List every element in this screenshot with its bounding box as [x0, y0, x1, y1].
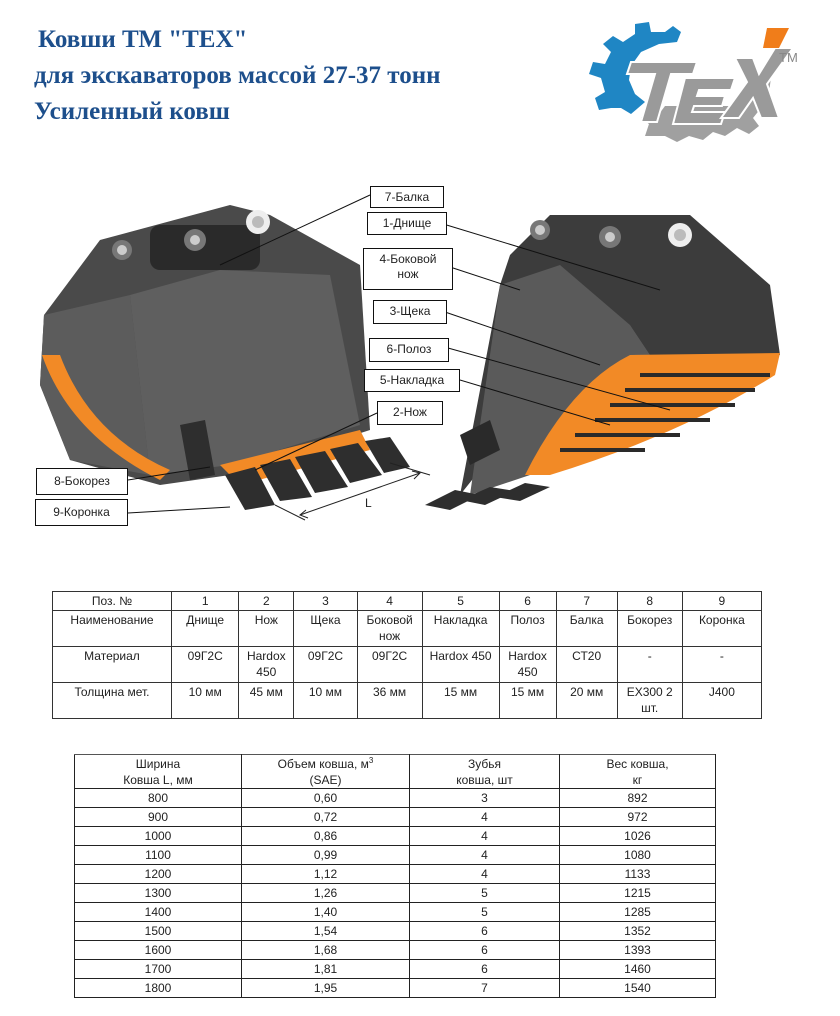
table-row [75, 827, 716, 846]
table-cell: 1100 [75, 846, 242, 865]
table-cell: J400 [682, 683, 761, 719]
gear-logo-icon [585, 18, 800, 143]
callout-label: 4-Боковой [379, 252, 437, 266]
header-text: (SAE) [309, 773, 342, 787]
table-cell: 1285 [560, 903, 716, 922]
table-row-thickness [53, 683, 762, 719]
table-cell: 4 [410, 808, 560, 827]
table-cell: Hardox 450 [499, 647, 556, 683]
header-text: Ширина [135, 757, 181, 771]
table-cell: 972 [560, 808, 716, 827]
row-header: Наименование [53, 611, 172, 647]
superscript: 3 [368, 756, 374, 765]
callout-label: нож [397, 267, 419, 281]
table-row [75, 960, 716, 979]
title-variant: Усиленный ковш [34, 98, 230, 125]
table-cell: 900 [75, 808, 242, 827]
table-cell: 892 [560, 789, 716, 808]
table-row [75, 884, 716, 903]
table-cell: 1 [172, 592, 239, 611]
callout-label: 1-Днище [382, 216, 432, 230]
table-cell: 15 мм [499, 683, 556, 719]
table-cell: 1300 [75, 884, 242, 903]
table-cell: 1540 [560, 979, 716, 998]
table-cell: 1400 [75, 903, 242, 922]
table-cell: 1,26 [242, 884, 410, 903]
table-cell: 0,72 [242, 808, 410, 827]
table-cell: 1800 [75, 979, 242, 998]
table-cell: 10 мм [172, 683, 239, 719]
callout-tooth-tip [35, 499, 128, 526]
table-cell: 4 [410, 846, 560, 865]
table-cell: 3 [294, 592, 357, 611]
callout-label: 7-Балка [384, 190, 430, 204]
table-cell: СТ20 [556, 647, 617, 683]
callout-wear-plate [364, 369, 460, 392]
tex-logo [585, 18, 800, 143]
table-cell: Балка [556, 611, 617, 647]
header-teeth [410, 755, 560, 789]
table-cell: 45 мм [239, 683, 294, 719]
table-cell: 6 [410, 922, 560, 941]
table-cell: 1000 [75, 827, 242, 846]
header-text: Объем ковша, м [277, 757, 369, 771]
table-cell: Накладка [422, 611, 499, 647]
table-cell: 15 мм [422, 683, 499, 719]
table-row-material [53, 647, 762, 683]
table-cell: 800 [75, 789, 242, 808]
table-cell: 4 [357, 592, 422, 611]
table-cell: Боковой нож [357, 611, 422, 647]
callout-label: 3-Щека [389, 304, 431, 318]
row-header: Материал [53, 647, 172, 683]
svg-text:TM: TM [779, 50, 798, 65]
table-row [75, 789, 716, 808]
callout-label: 9-Коронка [53, 505, 110, 519]
row-header: Толщина мет. [53, 683, 172, 719]
callout-runner [369, 338, 449, 362]
table-cell: Бокорез [617, 611, 682, 647]
table-cell: 8 [617, 592, 682, 611]
table-cell: 7 [410, 979, 560, 998]
table-cell: Нож [239, 611, 294, 647]
svg-text:L: L [365, 496, 372, 510]
table-cell: Коронка [682, 611, 761, 647]
table-cell: 1,68 [242, 941, 410, 960]
table-row [75, 808, 716, 827]
table-cell: 1133 [560, 865, 716, 884]
table-cell: 0,86 [242, 827, 410, 846]
table-cell: 1026 [560, 827, 716, 846]
row-header: Поз. № [53, 592, 172, 611]
table-cell: 10 мм [294, 683, 357, 719]
table-cell: 1200 [75, 865, 242, 884]
table-row [75, 979, 716, 998]
table-row [75, 865, 716, 884]
table-cell: 1,54 [242, 922, 410, 941]
table-cell: 5 [410, 884, 560, 903]
table-row [75, 922, 716, 941]
header-text: ковша, шт [456, 773, 513, 787]
table-cell: 1500 [75, 922, 242, 941]
header-width [75, 755, 242, 789]
table-cell: 1460 [560, 960, 716, 979]
table-cell: 6 [410, 960, 560, 979]
header-text: кг [632, 773, 643, 787]
table-cell: 4 [410, 827, 560, 846]
table-cell: 1,81 [242, 960, 410, 979]
callout-side-tooth [36, 468, 128, 495]
table-cell: 0,99 [242, 846, 410, 865]
table-cell: 1700 [75, 960, 242, 979]
table-cell: 1,95 [242, 979, 410, 998]
bucket-illustration [30, 175, 810, 535]
header-text: Зубья [467, 757, 501, 771]
table-row-position [53, 592, 762, 611]
table-cell: 5 [422, 592, 499, 611]
table-row-name [53, 611, 762, 647]
table-row [75, 903, 716, 922]
callout-beam [370, 186, 444, 208]
parts-table [52, 591, 762, 719]
table-cell: - [617, 647, 682, 683]
table-cell: - [682, 647, 761, 683]
header-text [242, 756, 409, 772]
callout-label: 5-Накладка [379, 373, 445, 387]
callout-blade [377, 401, 443, 425]
table-cell: 36 мм [357, 683, 422, 719]
callout-label: 8-Бокорез [54, 474, 110, 488]
callout-label: 2-Нож [393, 405, 427, 419]
table-header-row [75, 755, 716, 789]
callout-side-cutter [363, 248, 453, 290]
table-cell: 20 мм [556, 683, 617, 719]
table-cell: 6 [499, 592, 556, 611]
page-title [34, 22, 441, 130]
table-cell: 1215 [560, 884, 716, 903]
table-cell: 09Г2С [172, 647, 239, 683]
table-cell: 1600 [75, 941, 242, 960]
header-volume [242, 755, 410, 789]
title-brand: Ковши ТМ "ТЕХ" [38, 26, 248, 53]
table-row [75, 941, 716, 960]
table-cell: 1393 [560, 941, 716, 960]
table-cell: 4 [410, 865, 560, 884]
callout-cheek [373, 300, 447, 324]
table-cell: 3 [410, 789, 560, 808]
table-cell: 09Г2С [357, 647, 422, 683]
table-row [75, 846, 716, 865]
table-cell: Щека [294, 611, 357, 647]
header-text: Ковша L, мм [123, 773, 193, 787]
table-cell: Hardox 450 [239, 647, 294, 683]
table-cell: 1,12 [242, 865, 410, 884]
table-cell: 09Г2С [294, 647, 357, 683]
table-cell: Полоз [499, 611, 556, 647]
table-cell: 9 [682, 592, 761, 611]
callout-bottom [367, 212, 447, 235]
table-cell: EX300 2 шт. [617, 683, 682, 719]
header-text: Вес ковша, [606, 757, 669, 771]
table-cell: Днище [172, 611, 239, 647]
table-cell: 2 [239, 592, 294, 611]
table-cell: Hardox 450 [422, 647, 499, 683]
table-cell: 7 [556, 592, 617, 611]
callout-label: 6-Полоз [386, 342, 432, 356]
table-cell: 0,60 [242, 789, 410, 808]
table-cell: 1352 [560, 922, 716, 941]
spec-table [74, 754, 716, 998]
table-cell: 5 [410, 903, 560, 922]
table-cell: 1080 [560, 846, 716, 865]
table-cell: 6 [410, 941, 560, 960]
header-weight [560, 755, 716, 789]
title-subtitle: для экскаваторов массой 27-37 тонн [34, 62, 441, 89]
table-cell: 1,40 [242, 903, 410, 922]
